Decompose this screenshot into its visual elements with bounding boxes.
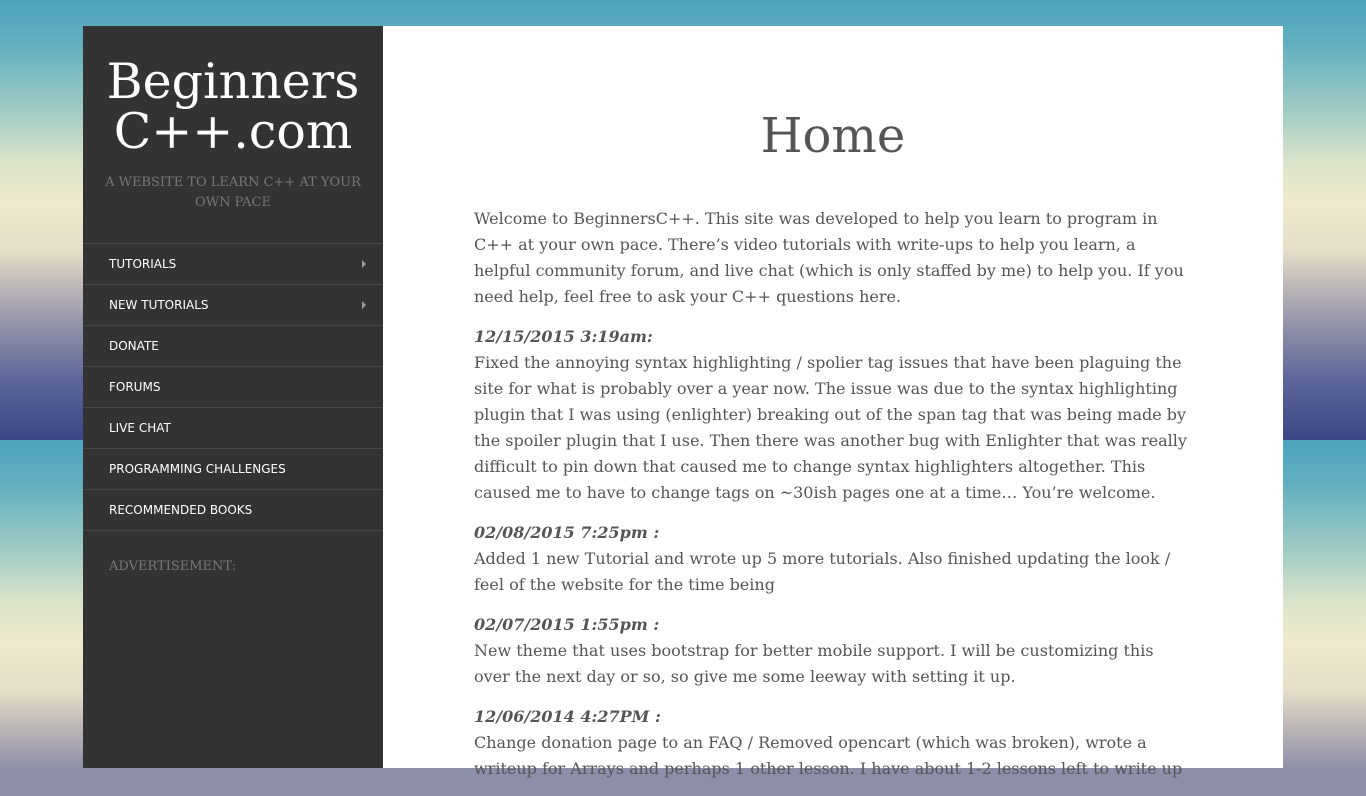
main-content (383, 26, 1283, 778)
nav-item-donate[interactable] (83, 326, 383, 367)
nav-item-recommended-books[interactable] (83, 490, 383, 531)
update-text: New theme that uses bootstrap for better mobile support. I will be customizing this over the next day or so, so give me some leeway with setting it up. (474, 641, 1154, 686)
nav-label: PROGRAMMING CHALLENGES (109, 462, 286, 476)
update-date: 02/08/2015 7:25pm : (474, 523, 660, 542)
nav-item-forums[interactable] (83, 367, 383, 408)
intro-paragraph: Welcome to BeginnersC++. This site was developed to help you learn to program in C++ at your own pace. There’s video tutorials with write-ups to help you learn, a helpful community forum, and live chat (which is only staffed by me) to help you. If you need help, feel free to ask your C++ questions here. (474, 209, 1184, 306)
update-text: Change donation page to an FAQ / Removed opencart (which was broken), wrote a writeup for Arrays and perhaps 1 other lesson. I have about 1-2 lessons left to write up (474, 733, 1183, 778)
site-logo[interactable] (83, 53, 383, 160)
update-text: Fixed the annoying syntax highlighting / spolier tag issues that have been plaguing the site for what is probably over a year now. The issue was due to the syntax highlighting plugin that I was using (enlighter) breaking out of the span tag that was being made by the spoiler plugin that I use. Then there was another bug with Enlighter that was really difficult to pin down that caused me to change syntax highlighters altogether. This caused me to have to change tags on ~30ish pages one at a time… You’re welcome. (474, 353, 1187, 502)
update-date: 12/15/2015 3:19am: (474, 327, 653, 346)
sidebar (83, 26, 383, 768)
update-entry (474, 612, 1194, 690)
logo-line-1: Beginners (106, 53, 360, 110)
update-date: 12/06/2014 4:27PM : (474, 707, 661, 726)
nav-item-live-chat[interactable] (83, 408, 383, 449)
logo-line-2: C++.com (113, 103, 353, 160)
nav-item-programming-challenges[interactable] (83, 449, 383, 490)
nav-item-tutorials[interactable] (83, 244, 383, 285)
advertisement-label: ADVERTISEMENT: (109, 559, 236, 574)
caret-right-icon (362, 301, 366, 309)
update-entry (474, 704, 1194, 782)
article-body (474, 206, 1194, 796)
caret-right-icon (362, 260, 366, 268)
nav-label: LIVE CHAT (109, 421, 171, 435)
nav-label: FORUMS (109, 380, 161, 394)
sidebar-nav (83, 243, 383, 531)
update-entry (474, 324, 1194, 506)
nav-label: TUTORIALS (109, 257, 177, 271)
update-entry (474, 520, 1194, 598)
nav-label: DONATE (109, 339, 159, 353)
update-text: Added 1 new Tutorial and wrote up 5 more tutorials. Also finished updating the look / feel of the website for the time being (474, 549, 1171, 594)
page-title: Home (760, 108, 906, 164)
update-date: 02/07/2015 1:55pm : (474, 615, 660, 634)
nav-item-new-tutorials[interactable] (83, 285, 383, 326)
nav-label: NEW TUTORIALS (109, 298, 209, 312)
nav-label: RECOMMENDED BOOKS (109, 503, 253, 517)
site-tagline: A WEBSITE TO LEARN C++ AT YOUR OWN PACE (105, 175, 361, 210)
